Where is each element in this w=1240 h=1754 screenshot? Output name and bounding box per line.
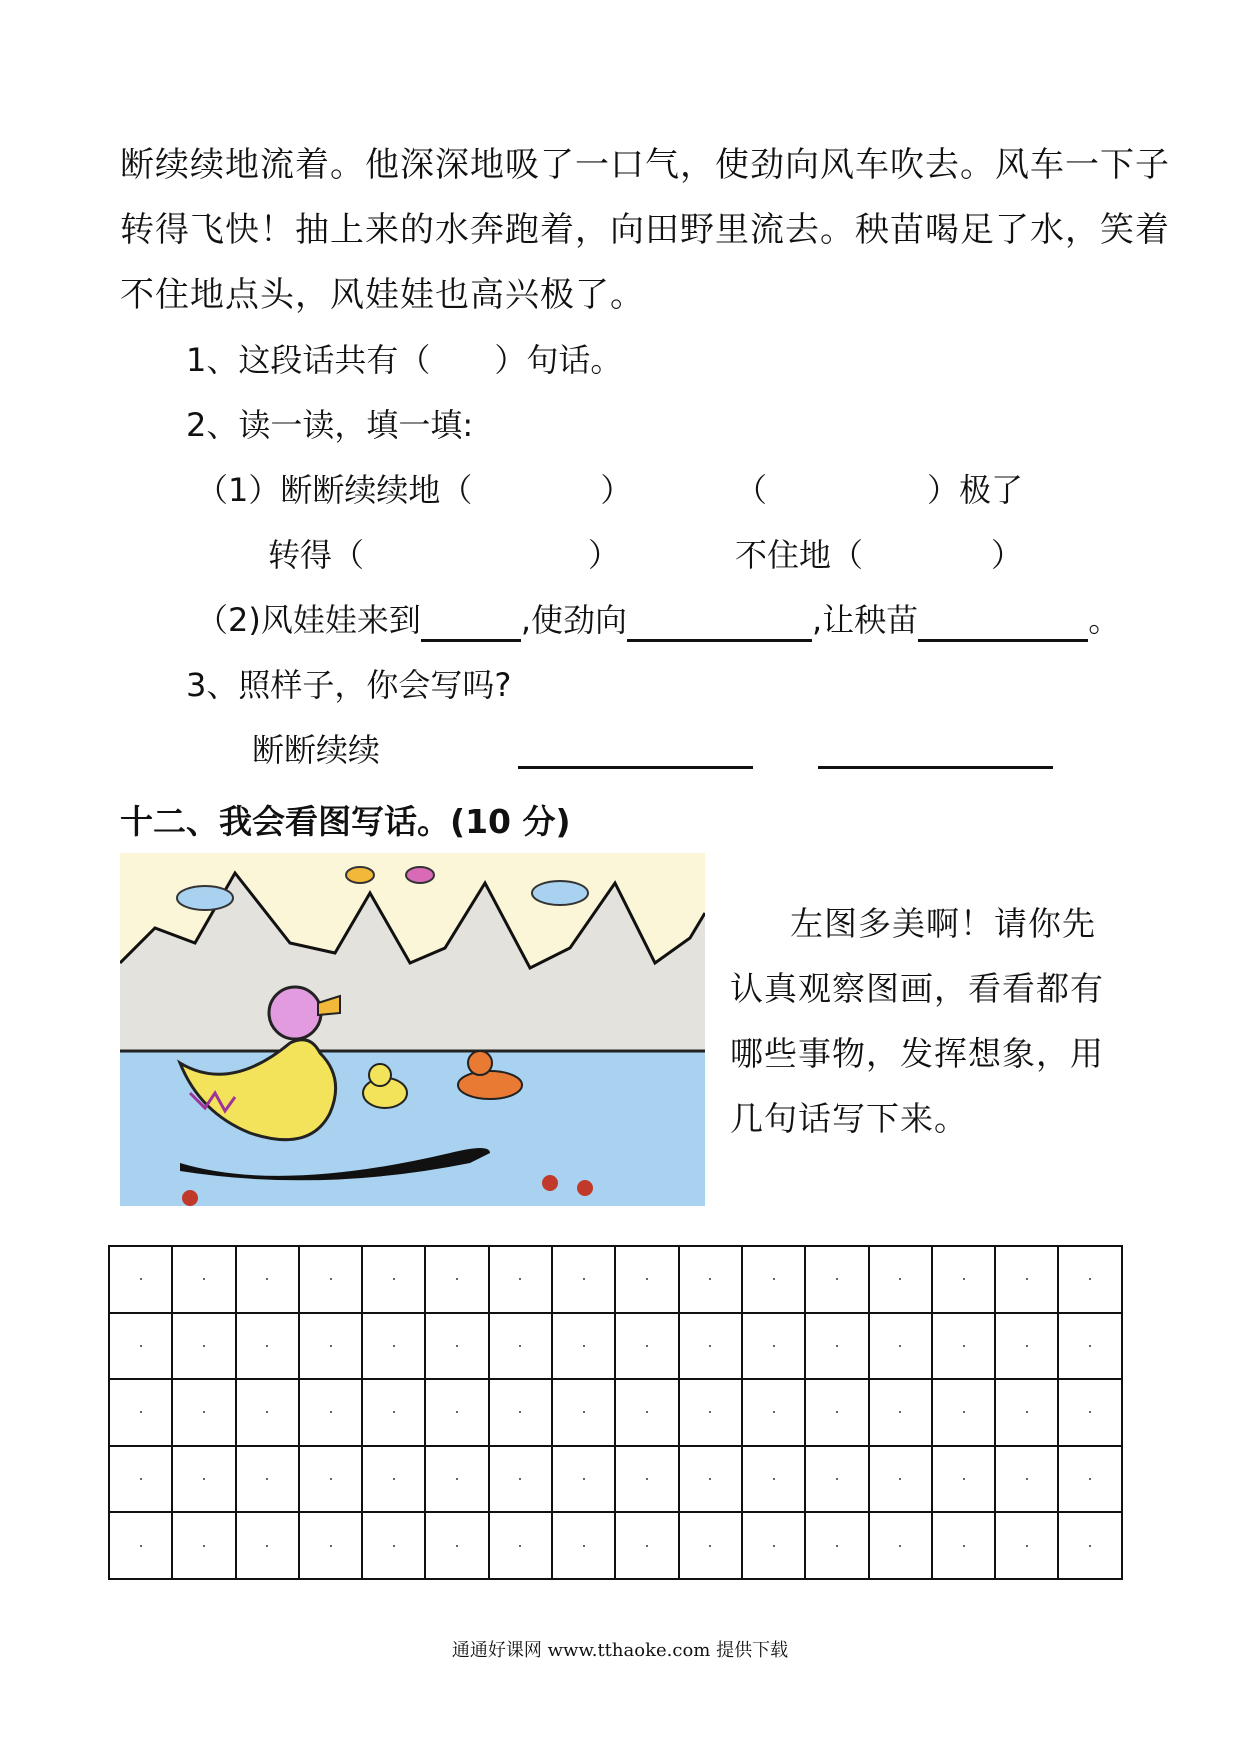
answer-blank-3[interactable] bbox=[918, 603, 1088, 642]
question-2-2 bbox=[196, 598, 1120, 642]
writing-grid-cell[interactable] bbox=[742, 1246, 805, 1313]
writing-grid-cell[interactable] bbox=[489, 1446, 552, 1513]
passage-line-1: 断续续地流着。他深深地吸了一口气，使劲向风车吹去。风车一下子 bbox=[120, 145, 1170, 185]
writing-grid-cell[interactable] bbox=[869, 1313, 932, 1380]
writing-grid-cell[interactable] bbox=[1058, 1512, 1121, 1579]
writing-grid-cell[interactable] bbox=[172, 1379, 235, 1446]
section-12-heading: 十二、我会看图写话。(10 分) bbox=[120, 802, 571, 841]
writing-grid-cell[interactable] bbox=[109, 1246, 172, 1313]
writing-grid-cell[interactable] bbox=[869, 1246, 932, 1313]
question-2-1-b: （ ）极了 bbox=[735, 471, 1024, 509]
duck-drawing-image bbox=[120, 853, 705, 1206]
writing-grid-cell[interactable] bbox=[615, 1446, 678, 1513]
writing-grid-cell[interactable] bbox=[236, 1446, 299, 1513]
writing-grid-cell[interactable] bbox=[932, 1446, 995, 1513]
writing-grid-cell[interactable] bbox=[615, 1313, 678, 1380]
writing-grid-cell[interactable] bbox=[932, 1379, 995, 1446]
writing-grid-cell[interactable] bbox=[679, 1512, 742, 1579]
writing-grid-row bbox=[109, 1379, 1122, 1446]
writing-grid-cell[interactable] bbox=[615, 1512, 678, 1579]
writing-grid-cell[interactable] bbox=[172, 1512, 235, 1579]
writing-grid-cell[interactable] bbox=[552, 1379, 615, 1446]
writing-grid-cell[interactable] bbox=[805, 1246, 868, 1313]
writing-grid-cell[interactable] bbox=[299, 1246, 362, 1313]
writing-grid-cell[interactable] bbox=[299, 1313, 362, 1380]
writing-grid-cell[interactable] bbox=[552, 1446, 615, 1513]
question-2-2-mid2: ,让秧苗 bbox=[812, 601, 919, 639]
answer-line-1[interactable] bbox=[518, 766, 753, 769]
picture-prompt-line-3: 哪些事物，发挥想象，用 bbox=[730, 1034, 1104, 1073]
writing-grid-row bbox=[109, 1246, 1122, 1313]
answer-blank-2[interactable] bbox=[627, 603, 812, 642]
writing-grid-cell[interactable] bbox=[805, 1313, 868, 1380]
writing-grid-cell[interactable] bbox=[425, 1512, 488, 1579]
writing-grid-cell[interactable] bbox=[552, 1313, 615, 1380]
writing-grid-cell[interactable] bbox=[615, 1246, 678, 1313]
writing-grid-cell[interactable] bbox=[679, 1446, 742, 1513]
writing-grid-cell[interactable] bbox=[299, 1512, 362, 1579]
writing-grid-row bbox=[109, 1446, 1122, 1513]
writing-grid-cell[interactable] bbox=[679, 1313, 742, 1380]
writing-grid-cell[interactable] bbox=[995, 1313, 1058, 1380]
question-2-1-c: 转得（ ） bbox=[268, 536, 621, 574]
writing-grid-cell[interactable] bbox=[489, 1379, 552, 1446]
writing-grid-cell[interactable] bbox=[1058, 1379, 1121, 1446]
writing-grid-cell[interactable] bbox=[995, 1446, 1058, 1513]
writing-grid-cell[interactable] bbox=[109, 1512, 172, 1579]
writing-grid-cell[interactable] bbox=[109, 1313, 172, 1380]
writing-grid-cell[interactable] bbox=[552, 1512, 615, 1579]
writing-grid-cell[interactable] bbox=[995, 1512, 1058, 1579]
writing-grid-cell[interactable] bbox=[425, 1446, 488, 1513]
writing-grid-cell[interactable] bbox=[425, 1313, 488, 1380]
writing-grid-cell[interactable] bbox=[489, 1313, 552, 1380]
writing-grid-cell[interactable] bbox=[172, 1446, 235, 1513]
writing-grid-cell[interactable] bbox=[362, 1446, 425, 1513]
question-2-2-prefix: （2)风娃娃来到 bbox=[196, 601, 421, 639]
writing-grid-cell[interactable] bbox=[742, 1446, 805, 1513]
question-2-2-end: 。 bbox=[1088, 601, 1121, 639]
passage-line-2: 转得飞快！抽上来的水奔跑着，向田野里流去。秧苗喝足了水，笑着 bbox=[120, 210, 1170, 250]
question-2-1-d: 不住地（ ） bbox=[735, 536, 1024, 574]
footer-text: 通通好课网 www.tthaoke.com 提供下载 bbox=[451, 1640, 789, 1661]
writing-grid-cell[interactable] bbox=[109, 1446, 172, 1513]
answer-blank-1[interactable] bbox=[421, 603, 521, 642]
writing-grid-cell[interactable] bbox=[932, 1512, 995, 1579]
writing-grid-cell[interactable] bbox=[236, 1512, 299, 1579]
writing-grid-cell[interactable] bbox=[615, 1379, 678, 1446]
question-1: 1、这段话共有（ ）句话。 bbox=[186, 341, 623, 379]
writing-grid-cell[interactable] bbox=[362, 1313, 425, 1380]
writing-grid-cell[interactable] bbox=[362, 1246, 425, 1313]
writing-grid-cell[interactable] bbox=[932, 1246, 995, 1313]
writing-grid-cell[interactable] bbox=[236, 1246, 299, 1313]
writing-grid-cell[interactable] bbox=[805, 1446, 868, 1513]
writing-grid-cell[interactable] bbox=[1058, 1446, 1121, 1513]
writing-grid-cell[interactable] bbox=[742, 1379, 805, 1446]
writing-grid-cell[interactable] bbox=[425, 1246, 488, 1313]
writing-grid-cell[interactable] bbox=[109, 1379, 172, 1446]
writing-grid-cell[interactable] bbox=[362, 1512, 425, 1579]
writing-grid-cell[interactable] bbox=[1058, 1313, 1121, 1380]
writing-grid-row bbox=[109, 1512, 1122, 1579]
writing-grid-cell[interactable] bbox=[995, 1246, 1058, 1313]
writing-grid-row bbox=[109, 1313, 1122, 1380]
writing-grid-cell[interactable] bbox=[299, 1446, 362, 1513]
writing-grid-cell[interactable] bbox=[1058, 1246, 1121, 1313]
writing-grid-cell[interactable] bbox=[299, 1379, 362, 1446]
picture-prompt-line-1: 左图多美啊！请你先 bbox=[790, 904, 1096, 943]
answer-line-2[interactable] bbox=[818, 766, 1053, 769]
writing-grid-cell[interactable] bbox=[932, 1313, 995, 1380]
question-3: 3、照样子，你会写吗? bbox=[186, 666, 512, 704]
writing-grid-cell[interactable] bbox=[869, 1446, 932, 1513]
writing-grid-cell[interactable] bbox=[742, 1512, 805, 1579]
writing-grid-cell[interactable] bbox=[869, 1512, 932, 1579]
question-2: 2、读一读，填一填: bbox=[186, 406, 474, 444]
writing-grid-cell[interactable] bbox=[172, 1246, 235, 1313]
question-3-example: 断断续续 bbox=[252, 731, 381, 769]
picture-prompt-line-4: 几句话写下来。 bbox=[730, 1099, 968, 1138]
writing-grid-cell[interactable] bbox=[172, 1313, 235, 1380]
writing-grid-cell[interactable] bbox=[805, 1379, 868, 1446]
writing-grid-cell[interactable] bbox=[425, 1379, 488, 1446]
writing-grid-cell[interactable] bbox=[679, 1246, 742, 1313]
writing-grid-cell[interactable] bbox=[679, 1379, 742, 1446]
writing-grid-cell[interactable] bbox=[869, 1379, 932, 1446]
question-2-1-a: （1）断断续续地（ ） bbox=[196, 471, 633, 509]
writing-grid-cell[interactable] bbox=[489, 1512, 552, 1579]
writing-grid-cell[interactable] bbox=[236, 1313, 299, 1380]
writing-grid-cell[interactable] bbox=[742, 1313, 805, 1380]
writing-grid-cell[interactable] bbox=[805, 1512, 868, 1579]
writing-grid-cell[interactable] bbox=[995, 1379, 1058, 1446]
writing-grid-cell[interactable] bbox=[489, 1246, 552, 1313]
writing-grid-cell[interactable] bbox=[552, 1246, 615, 1313]
writing-grid[interactable] bbox=[108, 1245, 1123, 1580]
question-2-2-mid: ,使劲向 bbox=[520, 601, 628, 639]
passage-line-3: 不住地点头，风娃娃也高兴极了。 bbox=[120, 275, 645, 315]
picture-prompt-line-2: 认真观察图画，看看都有 bbox=[730, 969, 1104, 1008]
writing-grid-cell[interactable] bbox=[236, 1379, 299, 1446]
writing-grid-cell[interactable] bbox=[362, 1379, 425, 1446]
